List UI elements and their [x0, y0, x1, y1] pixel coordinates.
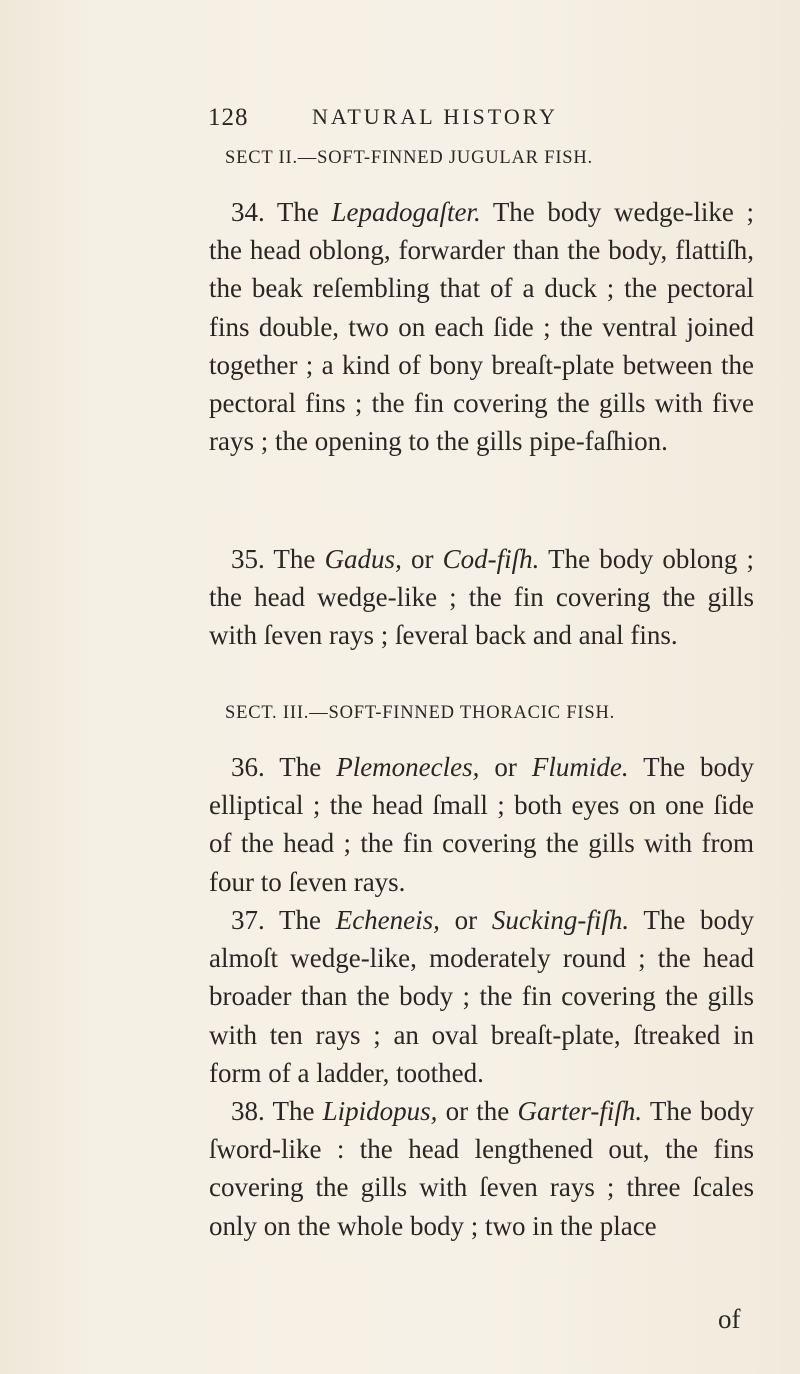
entry-prefix: The [272, 1096, 315, 1126]
entry-common-name: Garter-fiſh. [517, 1096, 643, 1126]
entry-connector: or [410, 544, 434, 574]
entry-description: The body wedge-like ; the head oblong, forwarder than the body, flattiſh, the beak reſembling that of a duck ; the pectoral fins double, two on each ſide ; the ventral joined together ; a kind of bony breaſt-plate between the pectoral fins ; the fin covering the gills with five rays ; the opening to the gills pipe-faſhion. [209, 197, 755, 457]
entry-connector: or [454, 905, 478, 935]
entry-36 [209, 748, 754, 901]
running-head [208, 104, 748, 134]
entry-description: The body elliptical ; the head ſmall ; both eyes on one ſide of the head ; the fin covering the gills with from four to ſeven rays. [209, 752, 755, 897]
entry-genus-name: Plemonecles, [336, 752, 480, 782]
section-heading-jugular: SECT II.—SOFT-FINNED JUGULAR FISH. [225, 148, 593, 168]
entry-prefix: The [278, 905, 321, 935]
entry-number: 34. [231, 197, 265, 227]
entry-number: 38. [231, 1096, 265, 1126]
entry-37 [209, 901, 754, 1092]
entry-connector: or the [445, 1096, 510, 1126]
catchword: of [718, 1304, 741, 1334]
entry-prefix: The [273, 544, 316, 574]
entry-genus-name: Lipidopus, [322, 1096, 438, 1126]
entry-genus-name: Echeneis, [335, 905, 440, 935]
entry-34 [209, 193, 754, 460]
entry-description: The body ſword-like : the head lengthened out, the fins covering the gills with ſeven rays ; three ſcales only on the whole body ; two in the place [209, 1096, 755, 1241]
entry-prefix: The [276, 197, 319, 227]
entry-35 [209, 540, 754, 655]
entry-38 [209, 1092, 754, 1245]
entry-description: The body almoſt wedge-like, moderately round ; the head broader than the body ; the fin covering the gills with ten rays ; an oval breaſt-plate, ſtreaked in form of a ladder, toothed. [209, 905, 755, 1088]
entry-genus-name: Lepadogaſter. [331, 197, 481, 227]
entry-number: 36. [231, 752, 265, 782]
running-title: NATURAL HISTORY [312, 104, 559, 129]
entry-common-name: Sucking-fiſh. [491, 905, 630, 935]
entry-connector: or [494, 752, 517, 782]
entry-number: 35. [231, 544, 265, 574]
section-heading-thoracic: SECT. III.—SOFT-FINNED THORACIC FISH. [225, 703, 616, 723]
page-number: 128 [208, 104, 249, 131]
entry-description: The body oblong ; the head wedge-like ; the fin covering the gills with ſeven rays ; ſeveral back and anal fins. [209, 544, 755, 651]
entry-number: 37. [231, 905, 265, 935]
entry-genus-name: Gadus, [324, 544, 402, 574]
entry-prefix: The [279, 752, 322, 782]
entry-common-name: Flumide. [531, 752, 629, 782]
entry-common-name: Cod-fiſh. [442, 544, 540, 574]
